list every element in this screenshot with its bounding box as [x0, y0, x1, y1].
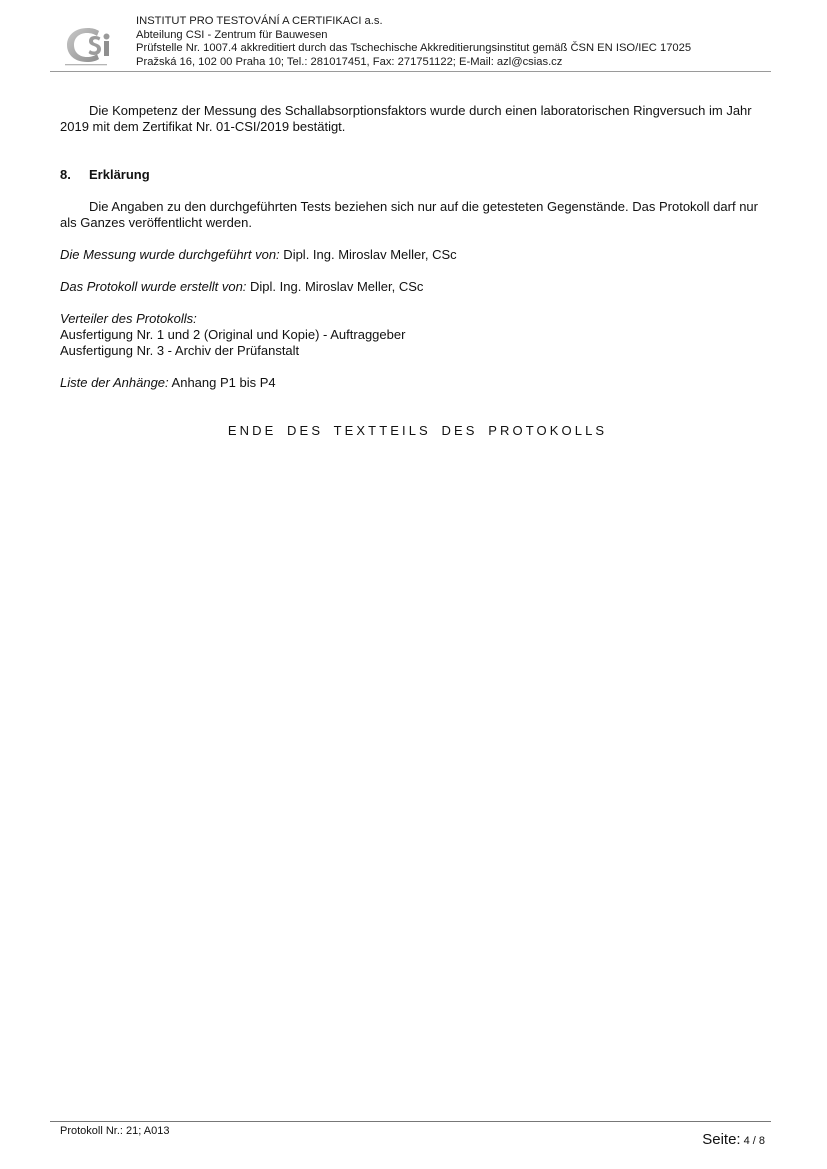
page-number: 4 / 8 [743, 1135, 765, 1147]
header-line-1: INSTITUT PRO TESTOVÁNÍ A CERTIFIKACI a.s. [136, 15, 383, 27]
measured-by-line [60, 247, 772, 263]
section-title: Erklärung [89, 167, 150, 182]
institute-header [136, 15, 691, 69]
distribution-item: Ausfertigung Nr. 3 - Archiv der Prüfanstalt [60, 343, 300, 358]
created-by-label: Das Protokoll wurde erstellt von: [60, 279, 247, 294]
footer-divider [50, 1121, 771, 1122]
header-line-4: Pražská 16, 102 00 Praha 10; Tel.: 281017451, Fax: 271751122; E-Mail: azl@csias.cz [136, 55, 563, 68]
page-indicator [702, 1131, 765, 1150]
measured-by-value: Dipl. Ing. Miroslav Meller, CSc [279, 247, 457, 262]
section-heading [60, 167, 150, 183]
attachments-label: Liste der Anhänge: [60, 375, 169, 390]
intro-paragraph: Die Kompetenz der Messung des Schallabsorptionsfaktors wurde durch einen laboratorischen Ringversuch im Jahr 2019 mit dem Zertifikat Nr. 01-CSI/2019 bestätigt. [60, 103, 752, 134]
header-line-3: Prüfstelle Nr. 1007.4 akkreditiert durch das Tschechische Akkreditierungsinstitut gemäß ČSN EN ISO/IEC 17025 [136, 42, 692, 55]
page-label: Seite: [702, 1131, 741, 1148]
header-divider [50, 71, 771, 72]
distribution-label: Verteiler des Protokolls: [60, 311, 197, 326]
measured-by-label: Die Messung wurde durchgeführt von: [60, 247, 280, 262]
created-by-value: Dipl. Ing. Miroslav Meller, CSc [246, 279, 424, 294]
csi-logo-icon [62, 22, 118, 66]
header-line-2: Abteilung CSI - Zentrum für Bauwesen [136, 28, 328, 41]
declaration-paragraph: Die Angaben zu den durchgeführten Tests beziehen sich nur auf die getesteten Gegenstände. Das Protokoll darf nur als Ganzes veröffentlicht werden. [60, 199, 758, 230]
attachments-value: Anhang P1 bis P4 [168, 375, 276, 390]
distribution-item: Ausfertigung Nr. 1 und 2 (Original und Kopie) - Auftraggeber [60, 327, 406, 342]
attachments-line [60, 375, 772, 391]
section-number: 8. [60, 167, 71, 182]
created-by-line [60, 279, 772, 295]
distribution-block [60, 311, 772, 359]
protocol-number: Protokoll Nr.: 21; A013 [60, 1125, 170, 1137]
end-of-text-marker: ENDE DES TEXTTEILS DES PROTOKOLLS [227, 423, 608, 438]
